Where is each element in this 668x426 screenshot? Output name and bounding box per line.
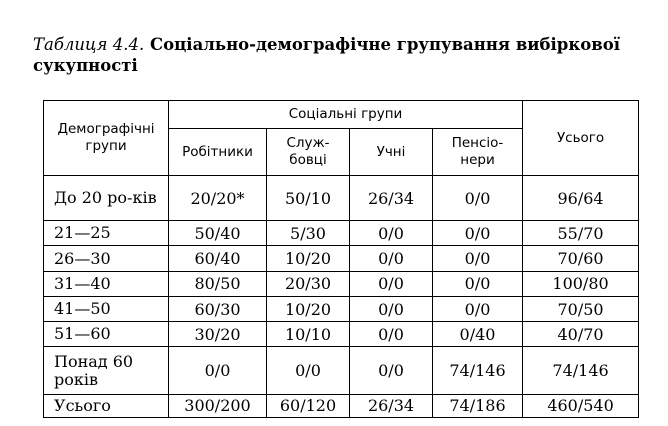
row-label: 21—25 (44, 221, 169, 246)
table-cell: 0/0 (350, 296, 433, 321)
table-cell: 96/64 (523, 176, 639, 221)
table-cell: 0/40 (433, 322, 523, 347)
table-cell: 100/80 (523, 271, 639, 296)
table-row (44, 394, 639, 417)
table-header (44, 101, 639, 176)
table-cell: 26/34 (350, 176, 433, 221)
table-row (44, 347, 639, 394)
table-row (44, 322, 639, 347)
header-col-pensioners: Пенсіо-нери (433, 129, 523, 176)
table-cell: 0/0 (350, 221, 433, 246)
header-col-employees: Служ-бовці (267, 129, 350, 176)
table-cell: 0/0 (433, 246, 523, 271)
table-cell: 0/0 (350, 271, 433, 296)
row-label: 26—30 (44, 246, 169, 271)
table-cell: 460/540 (523, 394, 639, 417)
table-cell: 26/34 (350, 394, 433, 417)
table-cell: 0/0 (433, 296, 523, 321)
row-label: 31—40 (44, 271, 169, 296)
caption-title: Соціально-демографічне групування вибіркової сукупності (33, 35, 621, 75)
table-row (44, 221, 639, 246)
table-cell: 60/40 (169, 246, 267, 271)
table-row (44, 176, 639, 221)
row-label: 41—50 (44, 296, 169, 321)
table-cell: 30/20 (169, 322, 267, 347)
table-cell: 0/0 (169, 347, 267, 394)
row-label: До 20 ро-ків (44, 176, 169, 221)
caption-prefix: Таблиця 4.4. (33, 35, 145, 54)
table-cell: 0/0 (433, 271, 523, 296)
data-table (43, 100, 639, 418)
table-row (44, 246, 639, 271)
table-cell: 70/50 (523, 296, 639, 321)
table-cell: 40/70 (523, 322, 639, 347)
table-cell: 50/10 (267, 176, 350, 221)
table-cell: 0/0 (350, 246, 433, 271)
table-cell: 20/30 (267, 271, 350, 296)
header-social-groups: Соціальні групи (169, 101, 523, 129)
table-cell: 10/20 (267, 246, 350, 271)
table-cell: 0/0 (433, 221, 523, 246)
table-cell: 300/200 (169, 394, 267, 417)
table-cell: 55/70 (523, 221, 639, 246)
row-label: Понад 60 років (44, 347, 169, 394)
table-cell: 74/186 (433, 394, 523, 417)
table-body (44, 176, 639, 418)
table-cell: 10/10 (267, 322, 350, 347)
table-cell: 60/120 (267, 394, 350, 417)
table-cell: 5/30 (267, 221, 350, 246)
row-label: 51—60 (44, 322, 169, 347)
table-cell: 74/146 (523, 347, 639, 394)
header-total: Усього (523, 101, 639, 176)
table-cell: 80/50 (169, 271, 267, 296)
table-cell: 70/60 (523, 246, 639, 271)
table-cell: 0/0 (267, 347, 350, 394)
header-col-students: Учні (350, 129, 433, 176)
header-demographic: Демографічні групи (44, 101, 169, 176)
table-cell: 20/20* (169, 176, 267, 221)
table-row (44, 296, 639, 321)
table-cell: 60/30 (169, 296, 267, 321)
table-cell: 0/0 (350, 347, 433, 394)
table-cell: 50/40 (169, 221, 267, 246)
table-cell: 74/146 (433, 347, 523, 394)
row-label: Усього (44, 394, 169, 417)
table-row (44, 271, 639, 296)
header-col-workers: Робітники (169, 129, 267, 176)
table-caption (33, 34, 663, 76)
table-cell: 0/0 (433, 176, 523, 221)
table-cell: 10/20 (267, 296, 350, 321)
table-cell: 0/0 (350, 322, 433, 347)
